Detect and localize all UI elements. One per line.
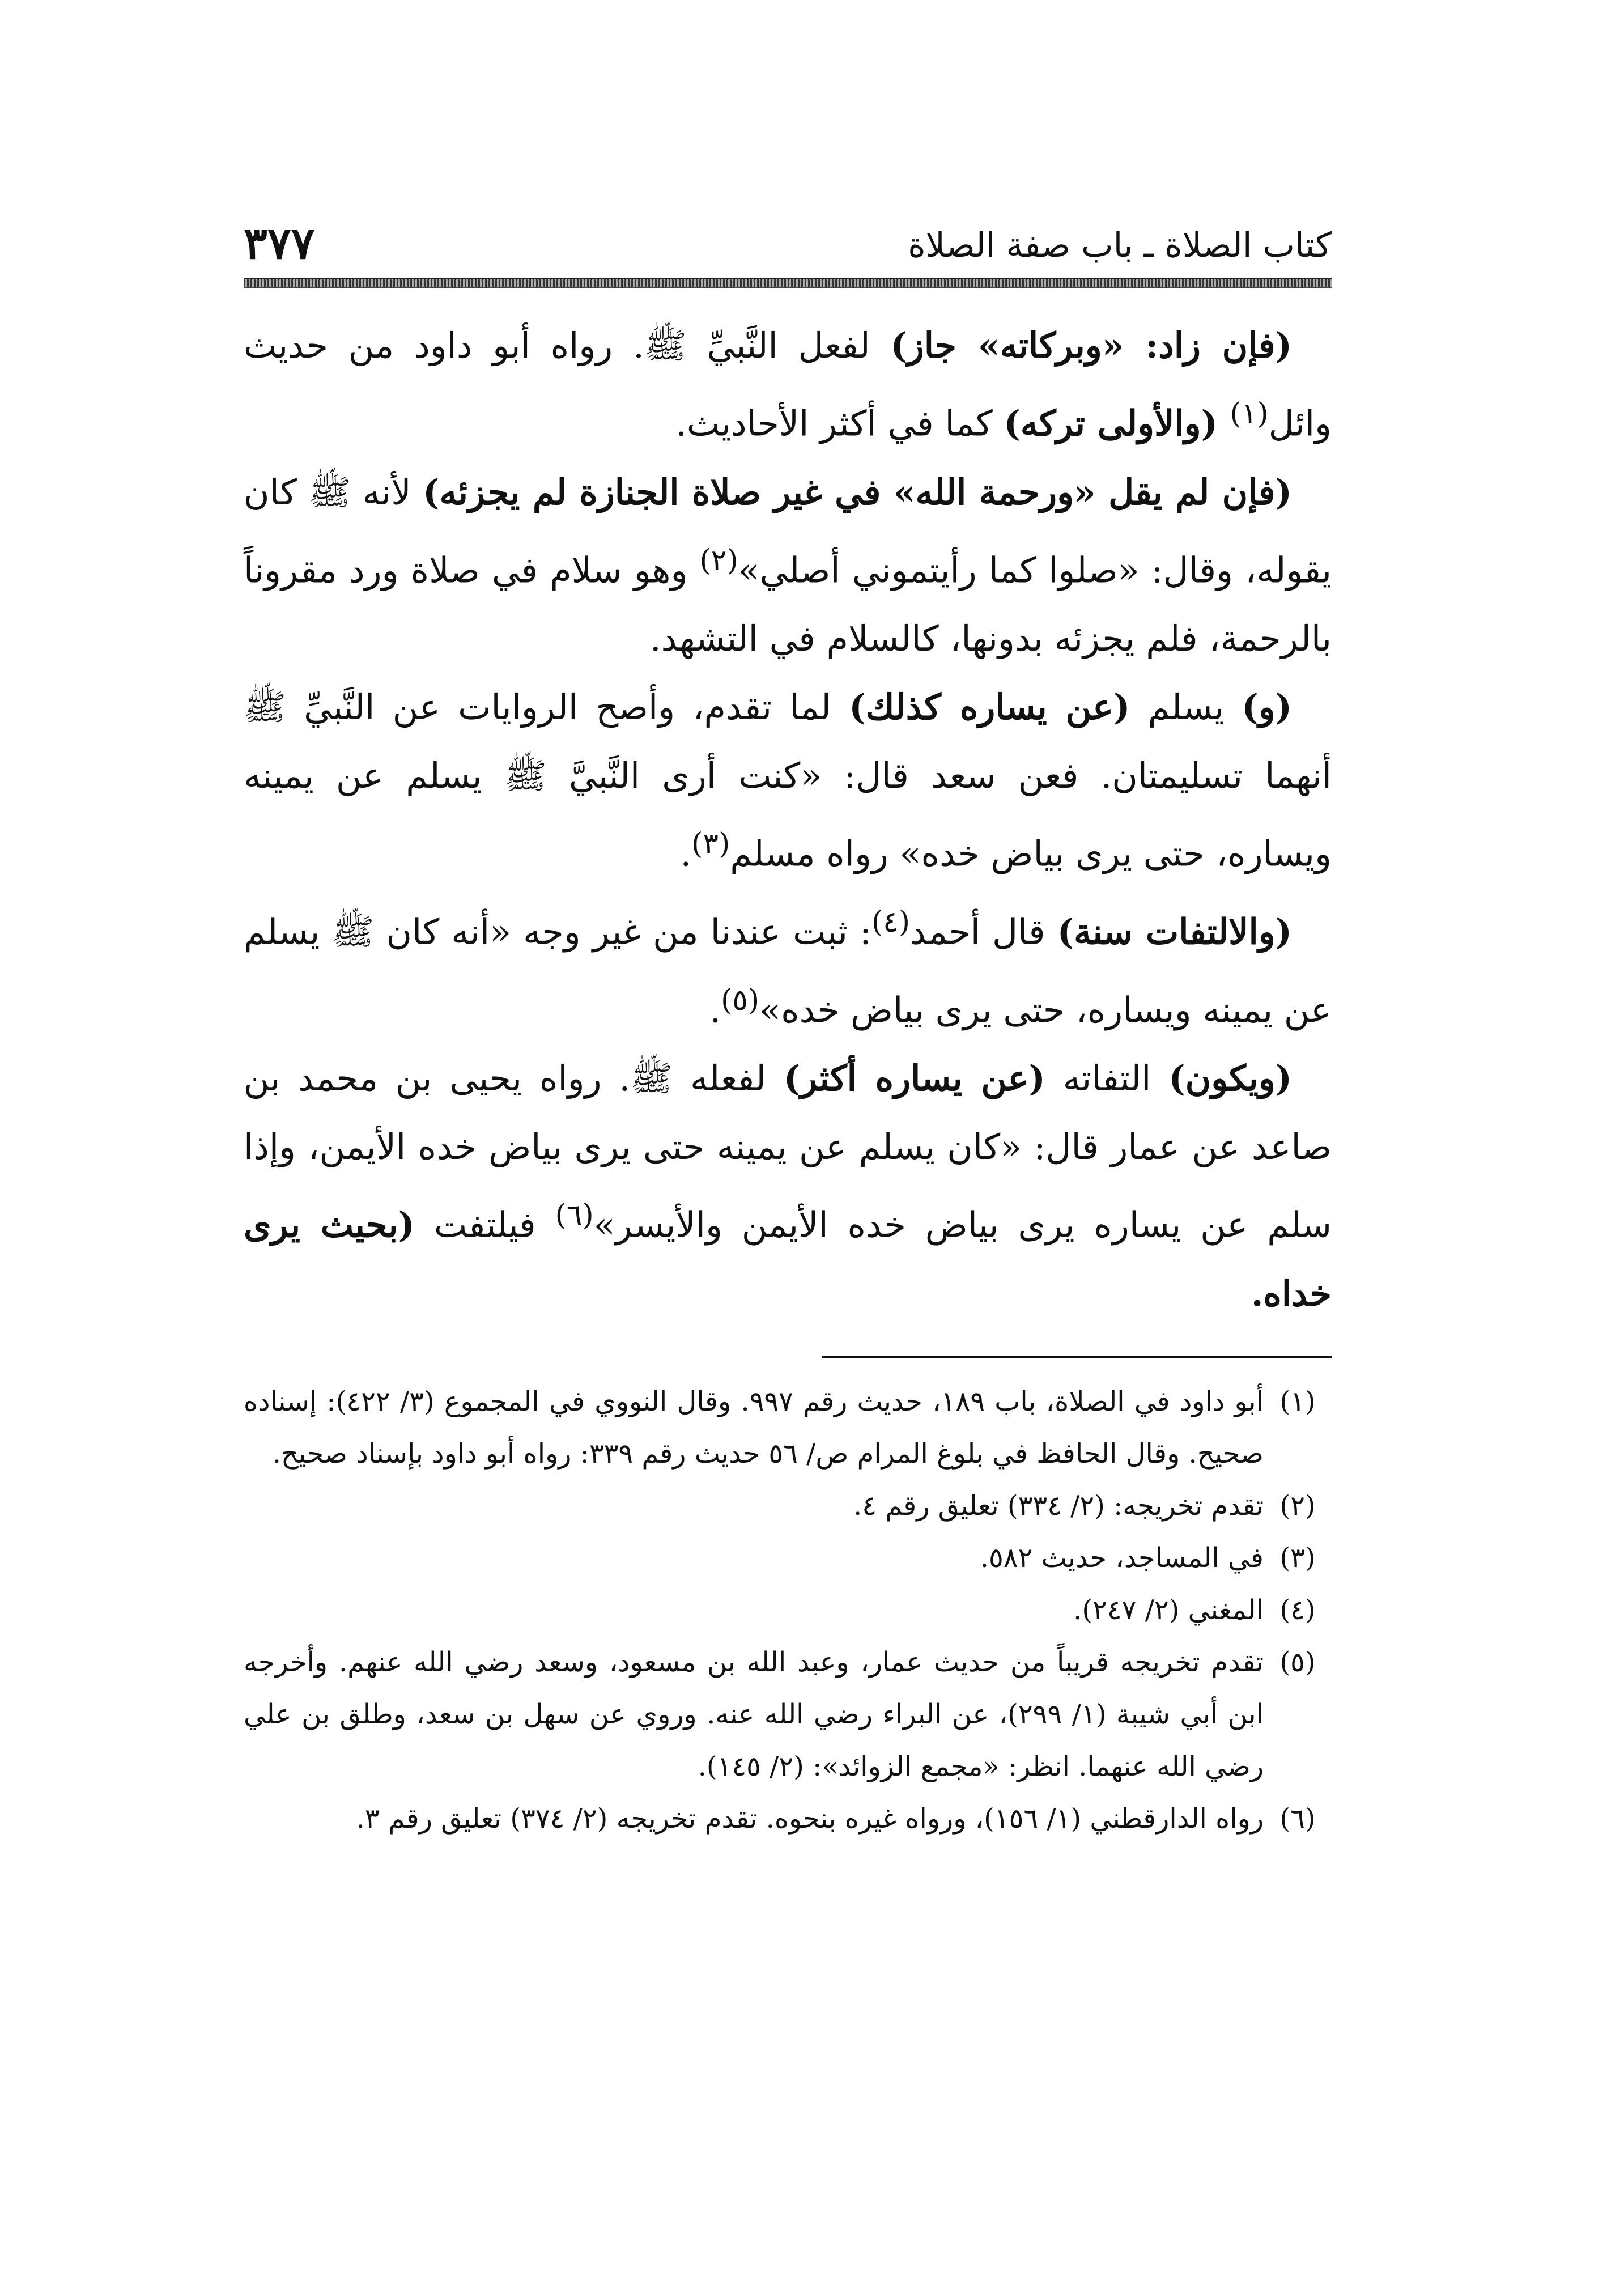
text: . (709, 989, 721, 1031)
footnote (244, 1636, 1332, 1793)
paragraph (244, 673, 1332, 888)
footnote-number: (١) (1279, 1385, 1316, 1417)
footnote-ref[interactable]: (١) (1230, 397, 1269, 431)
paragraph (244, 1044, 1332, 1328)
bold-text: (بحيث يرى خداه. (244, 1204, 1332, 1314)
footnote-text: المغني (٢/ ٢٤٧). (1073, 1594, 1264, 1626)
footnote-text: في المساجد، حديث ٥٨٢. (980, 1542, 1264, 1574)
footnote-number: (٥) (1279, 1646, 1316, 1678)
bold-text: (فإن زاد: «وبركاته» جاز) (890, 325, 1292, 366)
header-rule (244, 278, 1332, 288)
footnotes (244, 1375, 1332, 1845)
text: كما في أكثر الأحاديث. (675, 402, 1004, 444)
footnote (244, 1584, 1332, 1636)
paragraph (244, 311, 1332, 458)
bold-text: (عن يساره كذلك) (849, 686, 1130, 728)
paragraph (244, 458, 1332, 673)
page (244, 215, 1332, 1845)
paragraph (244, 888, 1332, 1044)
footnote (244, 1375, 1332, 1480)
footnote-separator (822, 1356, 1332, 1358)
footnote (244, 1480, 1332, 1532)
text: يسلم (1130, 686, 1242, 728)
body-text (244, 311, 1332, 1328)
running-title: كتاب الصلاة ـ باب صفة الصلاة (908, 226, 1332, 265)
footnote (244, 1793, 1332, 1845)
bold-text: (والأولى تركه) (1004, 402, 1230, 444)
bold-text: (و) (1242, 686, 1292, 728)
text: لفعله ﷺ. رواه يحيى بن محمد بن صاعد عن عمار قال: «كان يسلم عن يمينه حتى يرى بياض خده الأيمن، وإذا سلم عن يساره يرى بياض خده الأيمن والأيسر» (244, 1058, 1332, 1246)
bold-text: (ويكون) (1168, 1058, 1292, 1099)
page-header (244, 215, 1332, 278)
text: لما تقدم، وأصح الروايات عن النَّبيِّ ﷺ أنهما تسليمتان. فعن سعد قال: «كنت أرى النَّبيَّ ﷺ يسلم عن يمينه ويساره، حتى يرى بياض خده» رواه مسلم (244, 686, 1332, 874)
footnote-ref[interactable]: (٤) (871, 905, 911, 939)
text: فيلتفت (414, 1204, 555, 1246)
text: لفعل النَّبيِّ ﷺ. رواه أبو داود من حديث وائل (244, 325, 1332, 444)
bold-text: (والالتفات سنة) (1057, 911, 1292, 953)
footnote-text: أبو داود في الصلاة، باب ١٨٩، حديث رقم ٩٩٧. وقال النووي في المجموع (٣/ ٤٢٢): إسناده صحيح. وقال الحافظ في بلوغ المرام ص/ ٥٦ حديث رقم ٣٣٩: رواه أبو داود بإسناد صحيح. (244, 1385, 1264, 1470)
text: : ثبت عندنا من غير وجه «أنه كان ﷺ يسلم عن يمينه ويساره، حتى يرى بياض خده» (244, 911, 1332, 1031)
footnote-ref[interactable]: (٥) (721, 983, 760, 1017)
footnote-text: رواه الدارقطني (١/ ١٥٦)، ورواه غيره بنحوه. تقدم تخريجه (٢/ ٣٧٤) تعليق رقم ٣. (356, 1802, 1264, 1835)
bold-text: (عن يساره أكثر) (783, 1058, 1045, 1099)
footnote-number: (٢) (1279, 1489, 1316, 1522)
footnote-ref[interactable]: (٢) (699, 543, 738, 578)
text: . (680, 833, 692, 874)
text: التفاته (1045, 1058, 1169, 1099)
footnote-number: (٦) (1279, 1802, 1316, 1835)
page-number: ٣٧٧ (244, 218, 315, 269)
footnote (244, 1532, 1332, 1584)
footnote-text: تقدم تخريجه: (٢/ ٣٣٤) تعليق رقم ٤. (853, 1489, 1264, 1522)
footnote-text: تقدم تخريجه قريباً من حديث عمار، وعبد الله بن مسعود، وسعد رضي الله عنهم. وأخرجه ابن أبي شيبة (١/ ٢٩٩)، عن البراء رضي الله عنه. وروي عن سهل بن سعد، وطلق بن علي رضي الله عنهما. انظر: «مجمع الزوائد»: (٢/ ١٤٥). (244, 1646, 1264, 1782)
footnote-ref[interactable]: (٦) (555, 1198, 594, 1233)
text: لأنه ﷺ كان يقوله، وقال: «صلوا كما رأيتموني أصلي» (244, 471, 1332, 591)
bold-text: (فإن لم يقل «ورحمة الله» في غير صلاة الجنازة لم يجزئه) (423, 471, 1292, 513)
footnote-number: (٣) (1279, 1542, 1316, 1574)
footnote-ref[interactable]: (٣) (691, 827, 730, 861)
text: وهو سلام في صلاة ورد مقروناً بالرحمة، فلم يجزئه بدونها، كالسلام في التشهد. (244, 549, 1332, 660)
text: قال أحمد (910, 911, 1057, 953)
footnote-number: (٤) (1279, 1594, 1316, 1626)
